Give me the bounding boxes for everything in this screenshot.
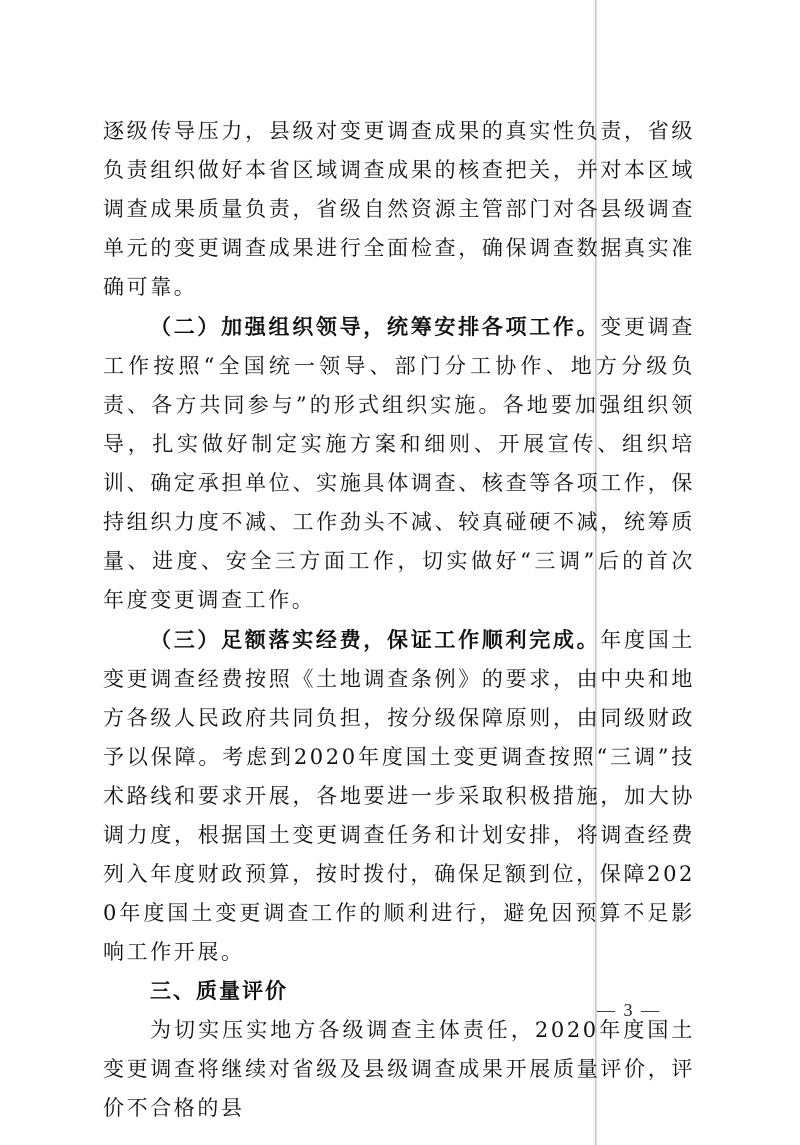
paragraph-funding xyxy=(103,620,695,972)
paragraph-quality-evaluation: 为切实压实地方各级调查主体责任，2020年度国土变更调查将继续对省级及县级调查成果开展质量评价，评价不合格的县 xyxy=(103,1018,695,1120)
paragraph-responsibility: 逐级传导压力，县级对变更调查成果的真实性负责，省级负责组织做好本省区域调查成果的核查把关，并对本区域调查成果质量负责，省级自然资源主管部门对各县级调查单元的变更调查成果进行全面检查，确保调查数据真实准确可靠。 xyxy=(103,119,695,299)
subsection-heading-organization: （二）加强组织领导，统筹安排各项工作。 xyxy=(150,314,601,339)
section-heading-quality: 三、质量评价 xyxy=(150,979,288,1003)
page-number: — 3 — xyxy=(597,1000,661,1020)
paragraph-organization xyxy=(103,307,695,620)
paragraph-organization-body: 变更调查工作按照“全国统一领导、部门分工协作、地方分级负责、各方共同参与”的形式组织实施。各地要加强组织领导，扎实做好制定实施方案和细则、开展宣传、组织培训、确定承担单位、实施具体调查、核查等各项工作，保持组织力度不减、工作劲头不减、较真碰硬不减，统筹质量、进度、安全三方面工作，切实做好“三调”后的首次年度变更调查工作。 xyxy=(103,315,695,612)
subsection-heading-funding: （三）足额落实经费，保证工作顺利完成。 xyxy=(150,627,601,652)
paragraph-funding-body: 年度国土变更调查经费按照《土地调查条例》的要求，由中央和地方各级人民政府共同负担，按分级保障原则，由同级财政予以保障。考虑到2020年度国土变更调查按照“三调”技术路线和要求开展，各地要进一步采取积极措施，加大协调力度，根据国土变更调查任务和计划安排，将调查经费列入年度财政预算，按时拨付，确保足额到位，保障2020年度国土变更调查工作的顺利进行，避免因预算不足影响工作开展。 xyxy=(103,628,695,964)
document-body xyxy=(103,112,695,1128)
